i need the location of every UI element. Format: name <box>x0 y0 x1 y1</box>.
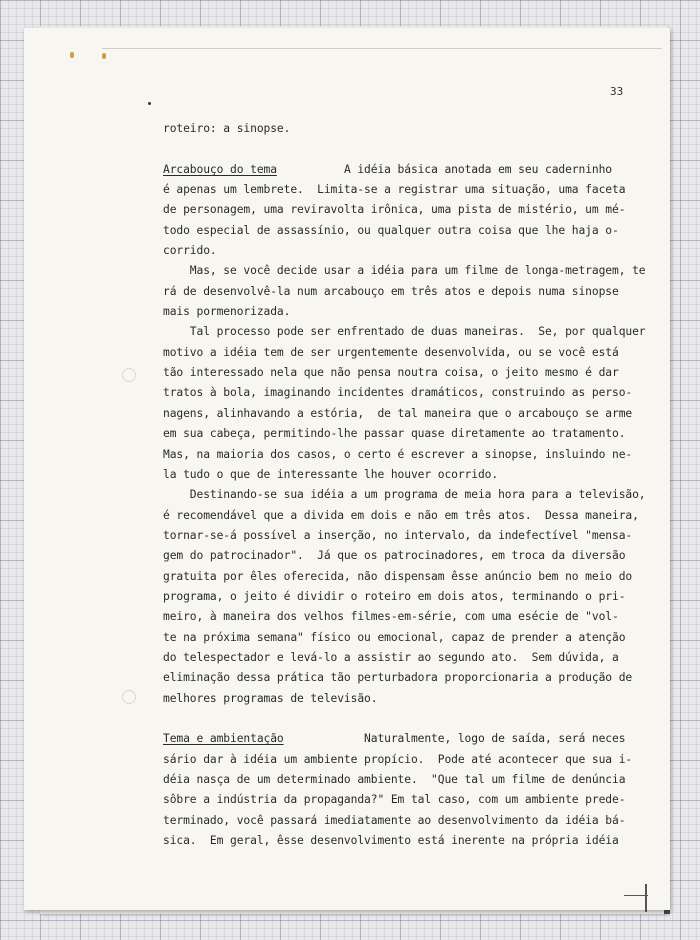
line-text: do telespectador e levá-lo a assistir ao segundo ato. Sem dúvida, a <box>163 650 619 664</box>
paper-edge-line <box>102 48 662 49</box>
line-text: todo especial de assassínio, ou qualquer outra coisa que lhe haja o- <box>163 223 619 237</box>
line-text: Naturalmente, logo de saída, será neces <box>283 732 626 746</box>
text-line <box>163 261 646 281</box>
line-text: gem do patrocinador". Já que os patrocinadores, em troca da diversão <box>163 549 626 563</box>
line-text: nagens, alinhavando a estória, de tal maneira que o arcabouço se arme <box>163 406 633 420</box>
line-text: la tudo o que de interessante lhe houver ocorrido. <box>163 467 499 481</box>
line-text: em sua cabeça, permitindo-lhe passar quase diretamente ao tratamento. <box>163 427 626 441</box>
text-line <box>163 322 646 342</box>
line-text: te na próxima semana" físico ou emocional, capaz de prender a atenção <box>163 630 626 644</box>
text-line <box>163 770 639 790</box>
text-line <box>163 729 639 749</box>
line-text: eliminação dessa prática tão perturbadora proporcionaria a produção de <box>163 671 633 685</box>
line-text: sica. Em geral, êsse desenvolvimento está inerente na própria idéia <box>163 834 619 848</box>
line-text: A idéia básica anotada em seu caderninho <box>276 162 613 176</box>
text-line <box>163 241 639 261</box>
line-text: tão interessado nela que não pensa noutra coisa, o jeito mesmo é dar <box>163 366 619 380</box>
text-line <box>163 282 639 302</box>
line-text: Mas, se você decide usar a idéia para um filme de longa-metragem, te <box>163 264 646 278</box>
line-text: é apenas um lembrete. Limita-se a registrar uma situação, uma faceta <box>163 183 626 197</box>
punch-hole-mark <box>122 690 136 704</box>
text-line <box>163 587 639 607</box>
text-line <box>163 343 639 363</box>
text-line <box>163 607 639 627</box>
text-line <box>163 750 639 770</box>
text-line <box>163 119 639 139</box>
text-line <box>163 689 639 709</box>
line-text: mais pormenorizada. <box>163 305 291 319</box>
line-text: programa, o jeito é dividir o roteiro em dois atos, terminando o pri- <box>163 589 626 603</box>
text-line <box>163 506 639 526</box>
text-line <box>163 302 639 322</box>
line-text: roteiro: a sinopse. <box>163 122 291 135</box>
line-text: sário dar à idéia um ambiente propício. Pode até acontecer que sua i- <box>163 752 633 766</box>
punch-hole-mark <box>122 368 136 382</box>
line-text: déia nasça de um determinado ambiente. "Que tal um filme de denúncia <box>163 773 626 786</box>
ink-dot <box>148 102 151 105</box>
line-text: de personagem, uma reviravolta irônica, uma pista de mistério, um mé- <box>163 203 626 217</box>
text-line <box>163 485 646 505</box>
text-line <box>163 811 639 831</box>
line-text: motivo a idéia tem de ser urgentemente desenvolvida, ou se você está <box>163 345 619 359</box>
text-line <box>163 648 639 668</box>
section-heading: Tema e ambientação <box>163 732 284 746</box>
text-line <box>163 404 639 424</box>
text-line <box>163 546 639 566</box>
text-line <box>163 200 639 220</box>
text-line <box>163 668 639 688</box>
text-line <box>163 221 639 241</box>
line-text: meiro, à maneira dos velhos filmes-em-série, com uma esécie de "vol- <box>163 610 619 624</box>
text-line <box>163 160 639 180</box>
line-text: é recomendável que a divida em dois e não em três atos. Dessa maneira, <box>163 508 639 522</box>
text-line <box>163 790 639 810</box>
line-text: rá de desenvolvê-la num arcabouço em três atos e depois numa sinopse <box>163 284 619 298</box>
page-number: 33 <box>610 85 624 98</box>
text-line <box>163 383 639 403</box>
line-text: melhores programas de televisão. <box>163 691 378 705</box>
text-line <box>163 424 639 444</box>
line-text: tornar-se-á possível a inserção, no intervalo, da indefectível "mensa- <box>163 528 633 542</box>
staple-mark <box>102 53 106 59</box>
staple-mark <box>70 52 74 58</box>
line-text: Mas, na maioria dos casos, o certo é escrever a sinopse, insluindo ne- <box>163 447 633 461</box>
corner-mark <box>624 895 648 896</box>
text-line <box>163 465 639 485</box>
text-line <box>163 709 639 729</box>
corner-mark <box>645 884 647 912</box>
text-line <box>163 831 639 851</box>
text-line <box>163 139 639 159</box>
line-text: tratos à bola, imaginando incidentes dramáticos, construindo as perso- <box>163 386 633 400</box>
text-line <box>163 445 639 465</box>
line-text: gratuita por êles oferecida, não dispensam êsse anúncio bem no meio do <box>163 569 633 583</box>
line-text: terminado, você passará imediatamente ao desenvolvimento da idéia bá- <box>163 813 626 827</box>
line-text: sôbre a indústria da propaganda?" Em tal caso, com um ambiente prede- <box>163 793 626 807</box>
text-line <box>163 180 639 200</box>
body-text <box>163 119 646 851</box>
line-text: Tal processo pode ser enfrentado de duas maneiras. Se, por qualquer <box>163 325 646 339</box>
line-text: Destinando-se sua idéia a um programa de meia hora para a televisão, <box>163 488 646 502</box>
text-line <box>163 363 639 383</box>
text-line <box>163 567 639 587</box>
text-line <box>163 526 639 546</box>
line-text: corrido. <box>163 244 217 258</box>
section-heading: Arcabouço do tema <box>163 162 277 176</box>
text-line <box>163 628 639 648</box>
